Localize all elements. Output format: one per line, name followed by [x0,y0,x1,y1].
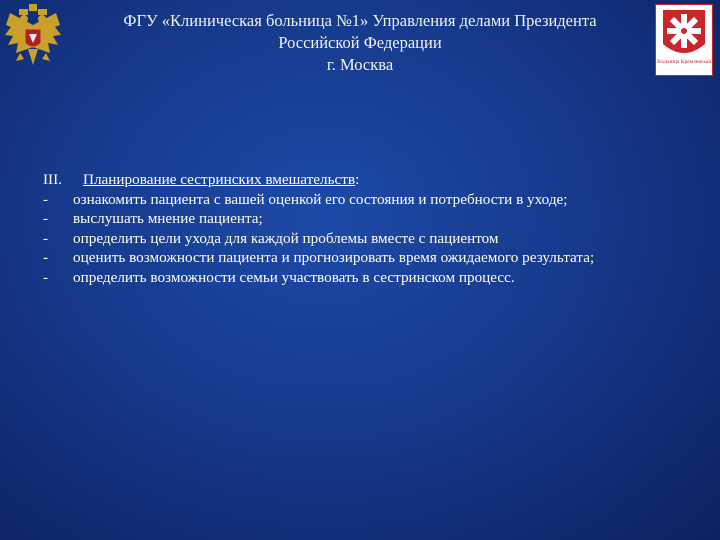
hospital-logo-icon [655,4,713,76]
page-header [70,0,650,95]
list-bullet: - [43,268,49,286]
coat-of-arms-icon [2,3,64,75]
list-item-text: выслушать мнение пациента; [73,210,263,227]
header-city: г. Москва [326,55,394,74]
logo-caption: Больница Кремлевская [657,59,711,65]
section-heading-text: Планирование сестринских вмешательств [83,171,356,188]
section-heading-colon: : [355,171,360,188]
header-title-line2: Российской Федерации [278,33,442,52]
list-bullet: - [43,249,49,266]
list-item-text: ознакомить пациента с вашей оценкой его состояния и потребности в уходе; [73,190,568,208]
slide-content [43,170,703,287]
header-title-line1: ФГУ «Клиническая больница №1» Управления делами Президента [123,11,597,30]
list-bullet: - [43,210,49,227]
list-item-text: определить возможности семьи участвовать в сестринском процесс. [73,268,515,286]
list-item [43,209,703,229]
list-item [43,190,703,210]
section-heading [43,170,703,190]
list-item-text: определить цели ухода для каждой проблемы вместе с пациентом [73,229,499,247]
list-bullet: - [43,190,49,208]
list-bullet: - [43,229,49,247]
list-item [43,248,703,268]
list-item-text: оценить возможности пациента и прогнозировать время ожидаемого результата; [73,249,595,266]
section-number: III. [43,171,62,188]
list-item [43,229,703,249]
list-item [43,268,703,288]
